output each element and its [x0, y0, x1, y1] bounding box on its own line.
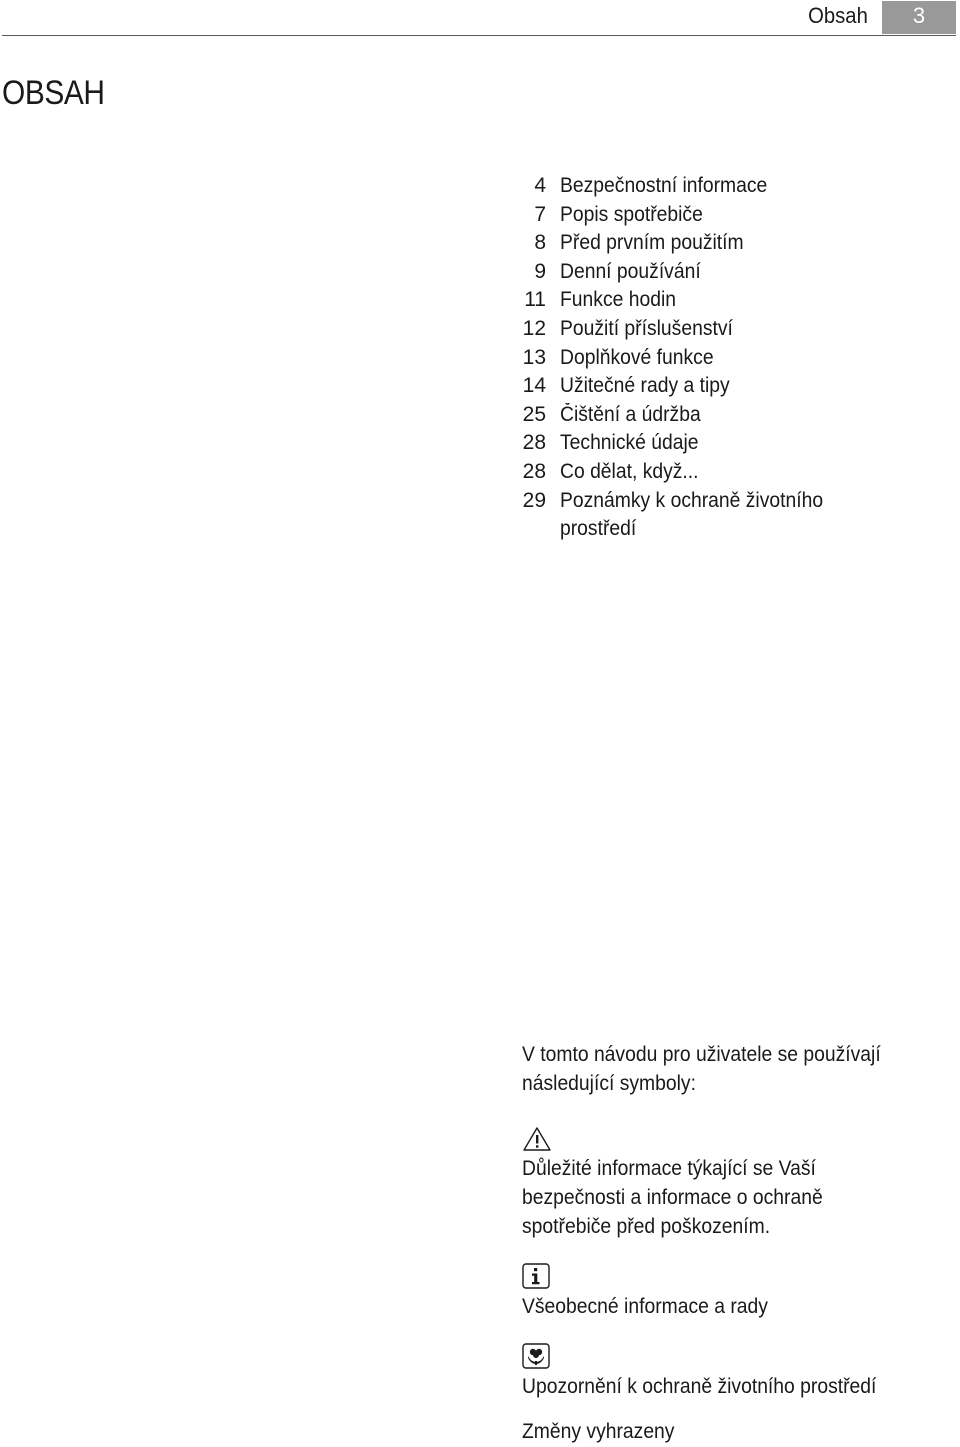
toc-item[interactable]	[500, 258, 940, 287]
environment-icon	[522, 1343, 550, 1369]
header-rule	[2, 35, 956, 36]
toc-page-number: 28	[522, 431, 546, 455]
warning-line: bezpečnosti a informace o ochraně	[522, 1186, 823, 1209]
toc-item[interactable]	[500, 201, 940, 230]
info-icon	[522, 1263, 550, 1289]
section-name: Obsah	[808, 3, 868, 28]
changes-reserved-note: Změny vyhrazeny	[522, 1420, 675, 1443]
toc-page-number: 25	[522, 402, 546, 426]
legend-intro	[522, 1040, 881, 1098]
toc-page-number: 29	[522, 488, 546, 512]
toc-title: Čištění a údržba	[560, 402, 701, 426]
toc-title: Poznámky k ochraně životního prostředí	[560, 488, 824, 541]
legend-intro-line: V tomto návodu pro uživatele se používají	[522, 1043, 881, 1066]
toc-page-number: 12	[522, 316, 546, 340]
toc-item[interactable]	[500, 172, 940, 201]
toc-title: Bezpečnostní informace	[560, 174, 768, 197]
legend-intro-line: následující symboly:	[522, 1072, 696, 1095]
toc-page-number: 9	[534, 259, 546, 283]
warning-line: Důležité informace týkající se Vaší	[522, 1157, 816, 1180]
toc-title: Doplňkové funkce	[560, 345, 714, 369]
toc-page-number: 4	[534, 174, 546, 197]
toc-item[interactable]	[500, 344, 940, 373]
toc-page-number: 11	[524, 288, 546, 312]
toc-item[interactable]	[500, 401, 940, 430]
toc-item[interactable]	[500, 315, 940, 344]
toc-title: Technické údaje	[560, 431, 699, 455]
toc-page-number: 13	[522, 345, 546, 369]
toc-page-number: 28	[522, 459, 546, 483]
warning-triangle-icon	[522, 1126, 552, 1152]
page-header	[0, 0, 960, 38]
toc-title: Co dělat, když...	[560, 459, 699, 483]
toc-item[interactable]	[500, 487, 940, 544]
toc-title: Funkce hodin	[560, 288, 677, 312]
toc-item[interactable]	[500, 429, 940, 458]
toc-item[interactable]	[500, 372, 940, 401]
toc-title: Použití příslušenství	[560, 316, 733, 340]
toc-title: Užitečné rady a tipy	[560, 374, 730, 398]
toc-title: Denní používání	[560, 259, 701, 283]
toc-item[interactable]	[500, 458, 940, 487]
toc-item[interactable]	[500, 229, 940, 258]
toc-page-number: 14	[522, 374, 546, 398]
toc-page-number: 7	[534, 202, 546, 226]
toc-title: Před prvním použitím	[560, 231, 744, 255]
warning-line: spotřebiče před poškozením.	[522, 1215, 771, 1238]
toc-title: Popis spotřebiče	[560, 202, 703, 226]
toc-page-number: 8	[534, 231, 546, 255]
table-of-contents	[500, 172, 940, 544]
toc-item[interactable]	[500, 286, 940, 315]
environment-description: Upozornění k ochraně životního prostředí	[522, 1375, 877, 1398]
page-number: 3	[882, 1, 956, 34]
warning-description	[522, 1154, 823, 1241]
info-description: Všeobecné informace a rady	[522, 1295, 768, 1318]
page-title: OBSAH	[2, 74, 105, 112]
